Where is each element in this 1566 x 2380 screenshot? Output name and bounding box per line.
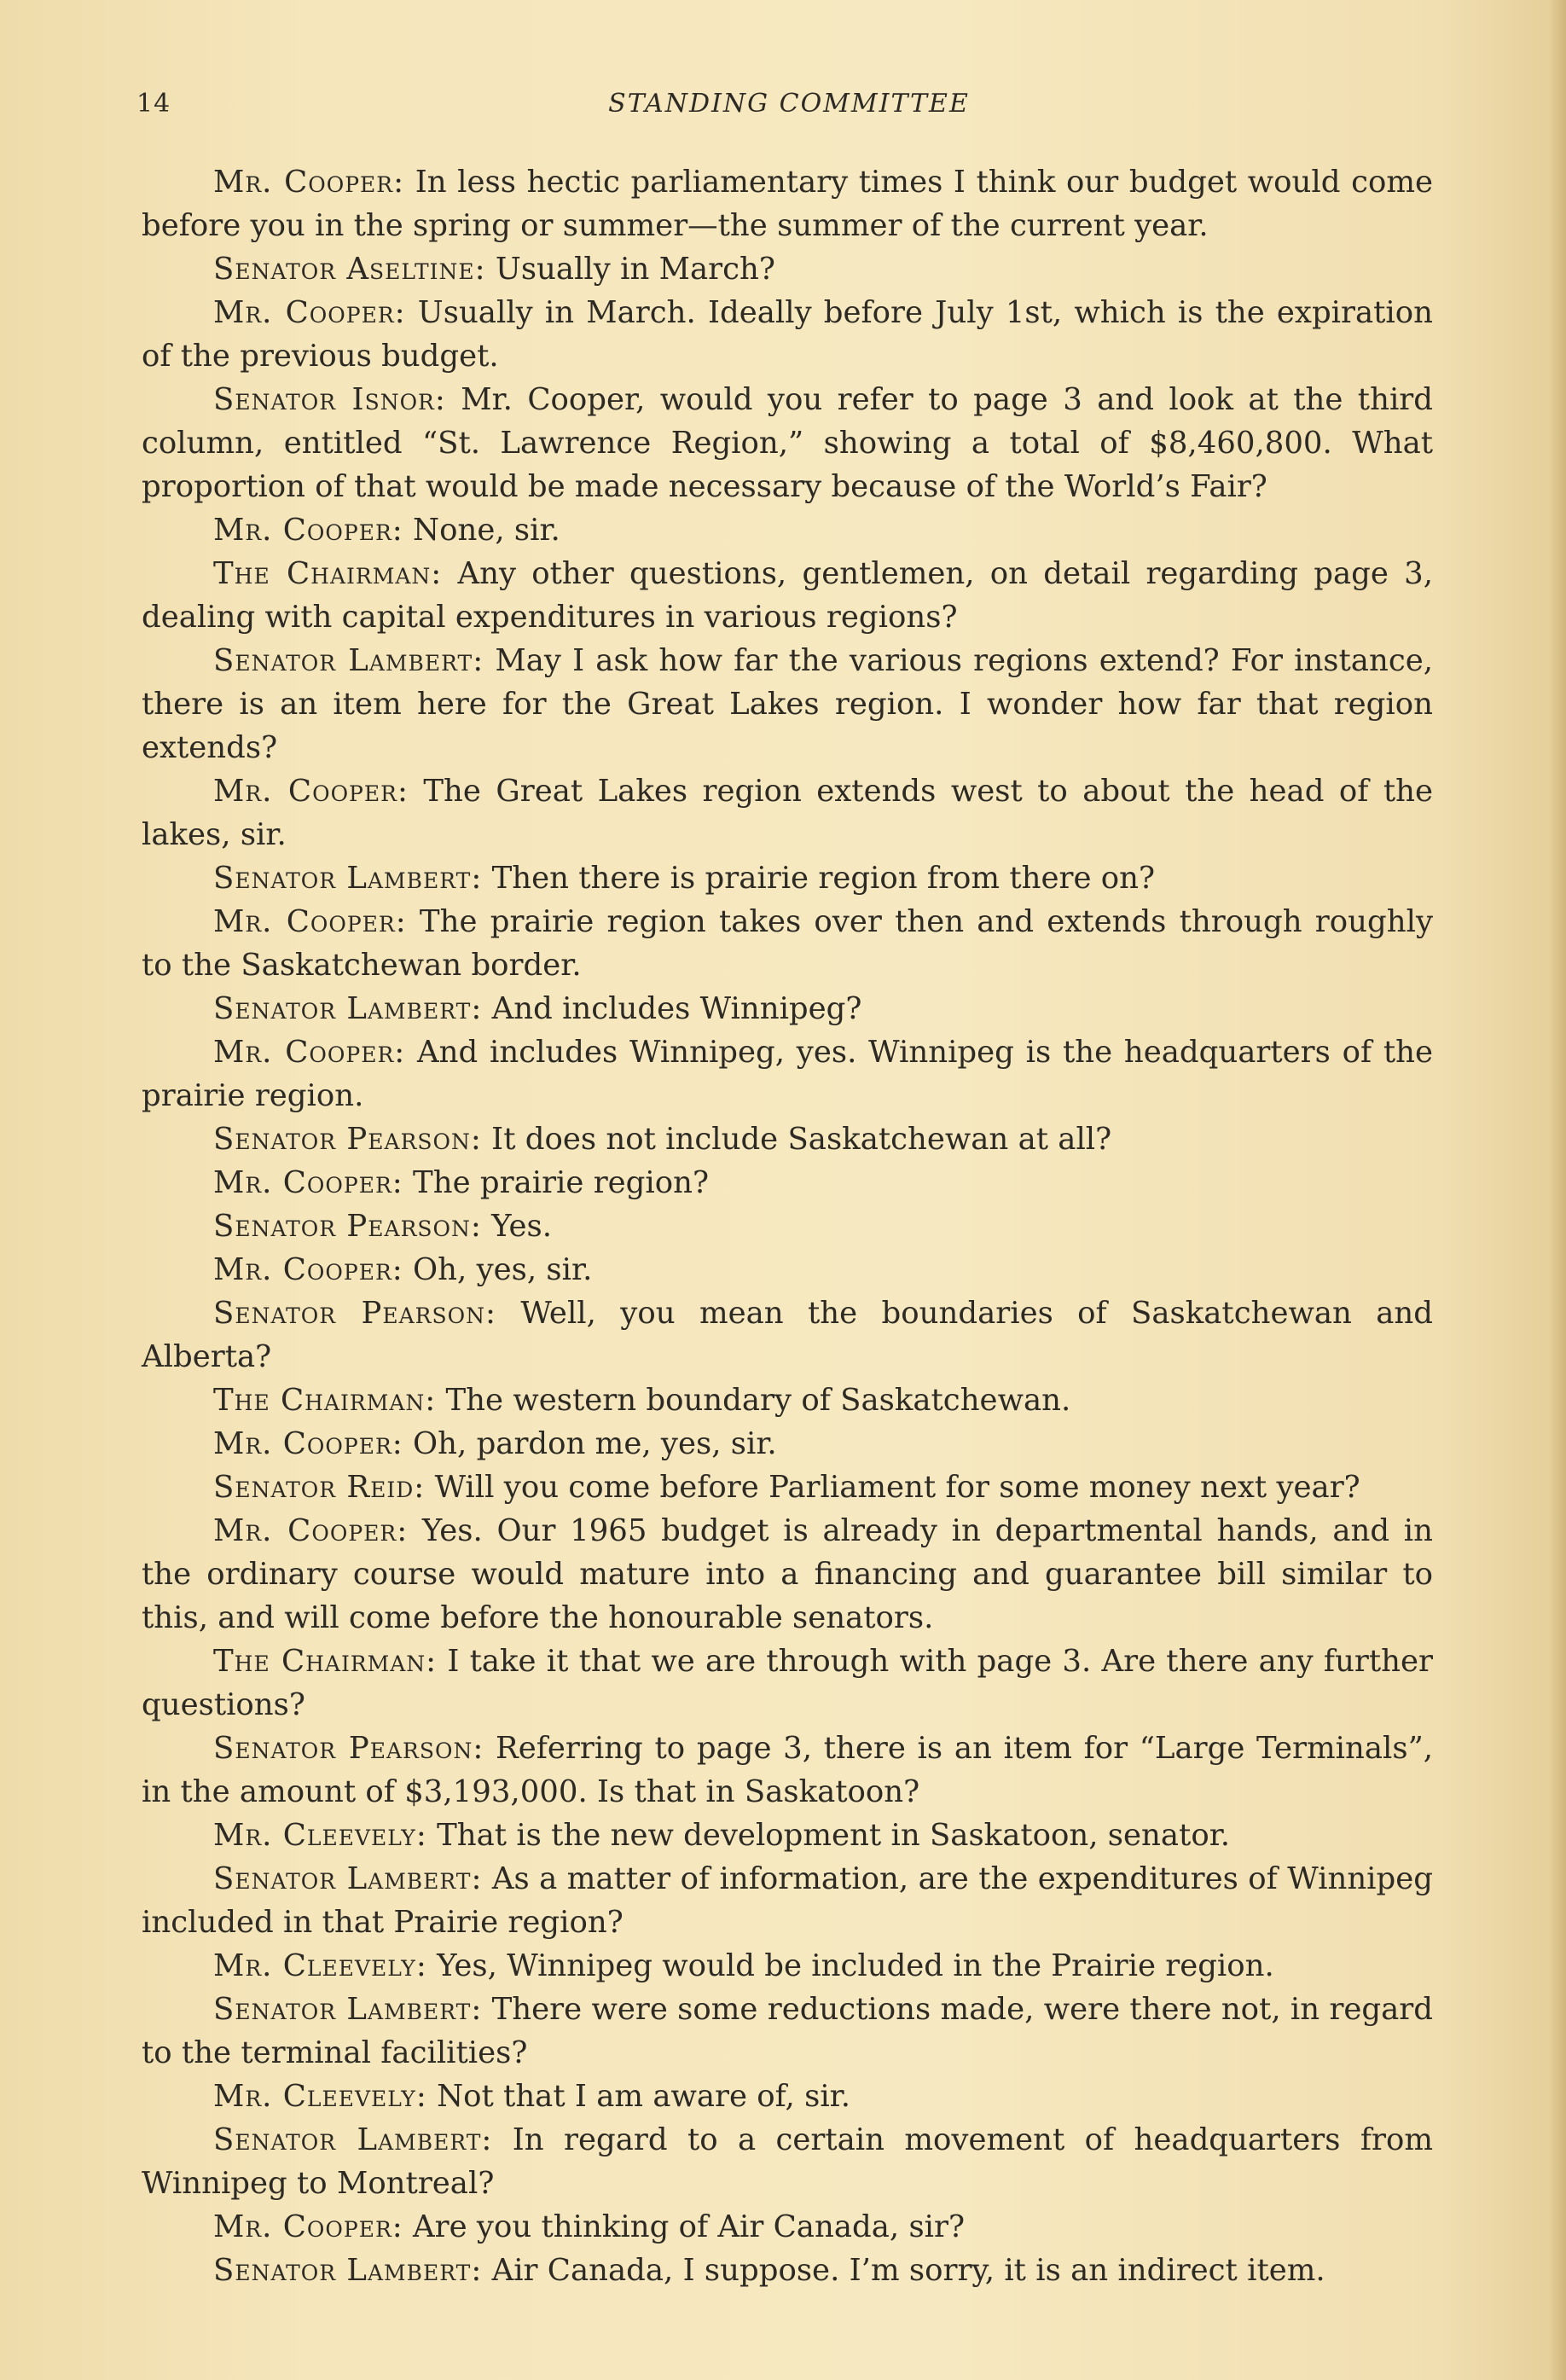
speaker-name: Senator Lambert: bbox=[213, 861, 483, 896]
speaker-name: Mr. Cooper: bbox=[213, 1252, 403, 1287]
transcript-paragraph bbox=[142, 1466, 1433, 1509]
speech-text: Oh, yes, sir. bbox=[403, 1252, 593, 1287]
transcript-paragraph bbox=[142, 1117, 1433, 1161]
speech-text: The prairie region takes over then and extends through roughly to the Saskatchewan border. bbox=[142, 904, 1433, 983]
transcript-paragraph bbox=[142, 1814, 1433, 1857]
speaker-name: Senator Lambert: bbox=[213, 2122, 493, 2157]
speech-text: Air Canada, I suppose. I’m sorry, it is an indirect item. bbox=[482, 2253, 1325, 2288]
speech-text: Usually in March? bbox=[485, 252, 775, 287]
transcript-paragraph bbox=[142, 2118, 1433, 2205]
page-header bbox=[136, 89, 1441, 136]
speaker-name: The Chairman: bbox=[213, 1383, 437, 1418]
speaker-name: Senator Isnor: bbox=[213, 382, 446, 417]
speaker-name: Senator Aseltine: bbox=[213, 252, 486, 287]
transcript-paragraph bbox=[142, 508, 1433, 552]
speaker-name: Senator Lambert: bbox=[213, 2253, 483, 2288]
speaker-name: Mr. Cooper: bbox=[213, 774, 409, 809]
transcript-paragraph bbox=[142, 1379, 1433, 1422]
page-edge-shadow bbox=[1549, 0, 1566, 2380]
transcript-paragraph bbox=[142, 2249, 1433, 2292]
speaker-name: Senator Pearson: bbox=[213, 1122, 482, 1157]
speech-text: I take it that we are through with page 3. Are there any further questions? bbox=[142, 1644, 1434, 1722]
speech-text: Mr. Cooper, would you refer to page 3 and look at the third column, entitled “St. Lawrence Region,” showing a total of $8,460,800. What proportion of that would be made necessary because of the World’s Fair? bbox=[142, 382, 1433, 504]
speech-text: Yes. bbox=[481, 1209, 553, 1244]
speaker-name: Mr. Cooper: bbox=[213, 513, 403, 548]
speaker-name: Senator Lambert: bbox=[213, 1992, 483, 2027]
speech-text: Not that I am aware of, sir. bbox=[426, 2079, 851, 2114]
speech-text: In less hectic parliamentary times I think our budget would come before you in the spring or summer—the summer of the current year. bbox=[142, 165, 1433, 243]
transcript-paragraph bbox=[142, 900, 1433, 987]
speech-text: That is the new development in Saskatoon, senator. bbox=[426, 1818, 1231, 1853]
speech-text: And includes Winnipeg, yes. Winnipeg is the headquarters of the prairie region. bbox=[142, 1035, 1434, 1113]
speech-text: Usually in March. Ideally before July 1st, which is the expiration of the previous budget. bbox=[142, 295, 1434, 374]
transcript-paragraph bbox=[142, 378, 1433, 508]
speaker-name: Mr. Cooper: bbox=[213, 1165, 403, 1200]
speech-text: Well, you mean the boundaries of Saskatchewan and Alberta? bbox=[142, 1296, 1433, 1374]
transcript-body bbox=[142, 160, 1433, 2292]
speaker-name: Senator Pearson: bbox=[213, 1731, 484, 1766]
speaker-name: Senator Reid: bbox=[213, 1470, 426, 1505]
speech-text: The Great Lakes region extends west to about the head of the lakes, sir. bbox=[142, 774, 1433, 852]
transcript-paragraph bbox=[142, 552, 1433, 639]
speech-text: Then there is prairie region from there on? bbox=[482, 861, 1156, 896]
transcript-paragraph bbox=[142, 1422, 1433, 1466]
speech-text: It does not include Saskatchewan at all? bbox=[481, 1122, 1112, 1157]
speaker-name: Senator Pearson: bbox=[213, 1296, 496, 1331]
transcript-paragraph bbox=[142, 1988, 1433, 2075]
transcript-paragraph bbox=[142, 856, 1433, 900]
speech-text: None, sir. bbox=[403, 513, 560, 548]
speaker-name: Mr. Cleevely: bbox=[213, 1948, 427, 1983]
speech-text: Oh, pardon me, yes, sir. bbox=[403, 1426, 777, 1461]
transcript-paragraph bbox=[142, 2075, 1433, 2118]
speech-text: As a matter of information, are the expenditures of Winnipeg included in that Prairie region? bbox=[142, 1861, 1433, 1940]
speech-text: The prairie region? bbox=[403, 1165, 710, 1200]
transcript-paragraph bbox=[142, 1030, 1433, 1117]
speech-text: And includes Winnipeg? bbox=[482, 991, 862, 1026]
speaker-name: Mr. Cooper: bbox=[213, 1513, 409, 1548]
speaker-name: Mr. Cleevely: bbox=[213, 2079, 427, 2114]
speaker-name: The Chairman: bbox=[213, 1644, 438, 1679]
transcript-paragraph bbox=[142, 1161, 1433, 1205]
transcript-paragraph bbox=[142, 639, 1433, 769]
transcript-paragraph bbox=[142, 1857, 1433, 1944]
speaker-name: Mr. Cooper: bbox=[213, 1426, 403, 1461]
transcript-paragraph bbox=[142, 1248, 1433, 1292]
speech-text: The western boundary of Saskatchewan. bbox=[436, 1383, 1071, 1418]
speaker-name: Mr. Cooper: bbox=[213, 2209, 403, 2244]
speaker-name: Senator Lambert: bbox=[213, 991, 483, 1026]
page-number: 14 bbox=[136, 89, 171, 119]
transcript-paragraph bbox=[142, 769, 1433, 856]
transcript-paragraph bbox=[142, 160, 1433, 247]
speech-text: May I ask how far the various regions extend? For instance, there is an item here for the Great Lakes region. I wonder how far that region extends? bbox=[142, 643, 1433, 765]
transcript-paragraph bbox=[142, 1944, 1433, 1988]
speech-text: There were some reductions made, were there not, in regard to the terminal facilities? bbox=[142, 1992, 1434, 2070]
speaker-name: Senator Lambert: bbox=[213, 1861, 483, 1896]
transcript-paragraph bbox=[142, 247, 1433, 291]
speaker-name: Mr. Cooper: bbox=[213, 904, 407, 939]
transcript-paragraph bbox=[142, 987, 1433, 1030]
speaker-name: Mr. Cooper: bbox=[213, 1035, 406, 1070]
transcript-paragraph bbox=[142, 1205, 1433, 1248]
transcript-paragraph bbox=[142, 2205, 1433, 2249]
transcript-paragraph bbox=[142, 1509, 1433, 1640]
transcript-paragraph bbox=[142, 1727, 1433, 1814]
speech-text: Yes, Winnipeg would be included in the Prairie region. bbox=[426, 1948, 1274, 1983]
speech-text: Are you thinking of Air Canada, sir? bbox=[403, 2209, 966, 2244]
speech-text: Any other questions, gentlemen, on detail regarding page 3, dealing with capital expenditures in various regions? bbox=[142, 556, 1433, 635]
speech-text: Referring to page 3, there is an item for “Large Terminals”, in the amount of $3,193,000. Is that in Saskatoon? bbox=[142, 1731, 1433, 1809]
speaker-name: Mr. Cooper: bbox=[213, 295, 406, 330]
transcript-paragraph bbox=[142, 291, 1433, 378]
speaker-name: Mr. Cleevely: bbox=[213, 1818, 427, 1853]
speaker-name: Senator Lambert: bbox=[213, 643, 484, 678]
speech-text: Yes. Our 1965 budget is already in departmental hands, and in the ordinary course would mature into a financing and guarantee bill similar to this, and will come before the honourable senators. bbox=[142, 1513, 1433, 1635]
speech-text: Will you come before Parliament for some money next year? bbox=[425, 1470, 1360, 1505]
speaker-name: Senator Pearson: bbox=[213, 1209, 482, 1244]
transcript-paragraph bbox=[142, 1292, 1433, 1379]
speech-text: In regard to a certain movement of headquarters from Winnipeg to Montreal? bbox=[142, 2122, 1434, 2201]
transcript-paragraph bbox=[142, 1640, 1433, 1727]
speaker-name: The Chairman: bbox=[213, 556, 443, 591]
running-title: STANDING COMMITTEE bbox=[608, 89, 970, 119]
speaker-name: Mr. Cooper: bbox=[213, 165, 405, 200]
